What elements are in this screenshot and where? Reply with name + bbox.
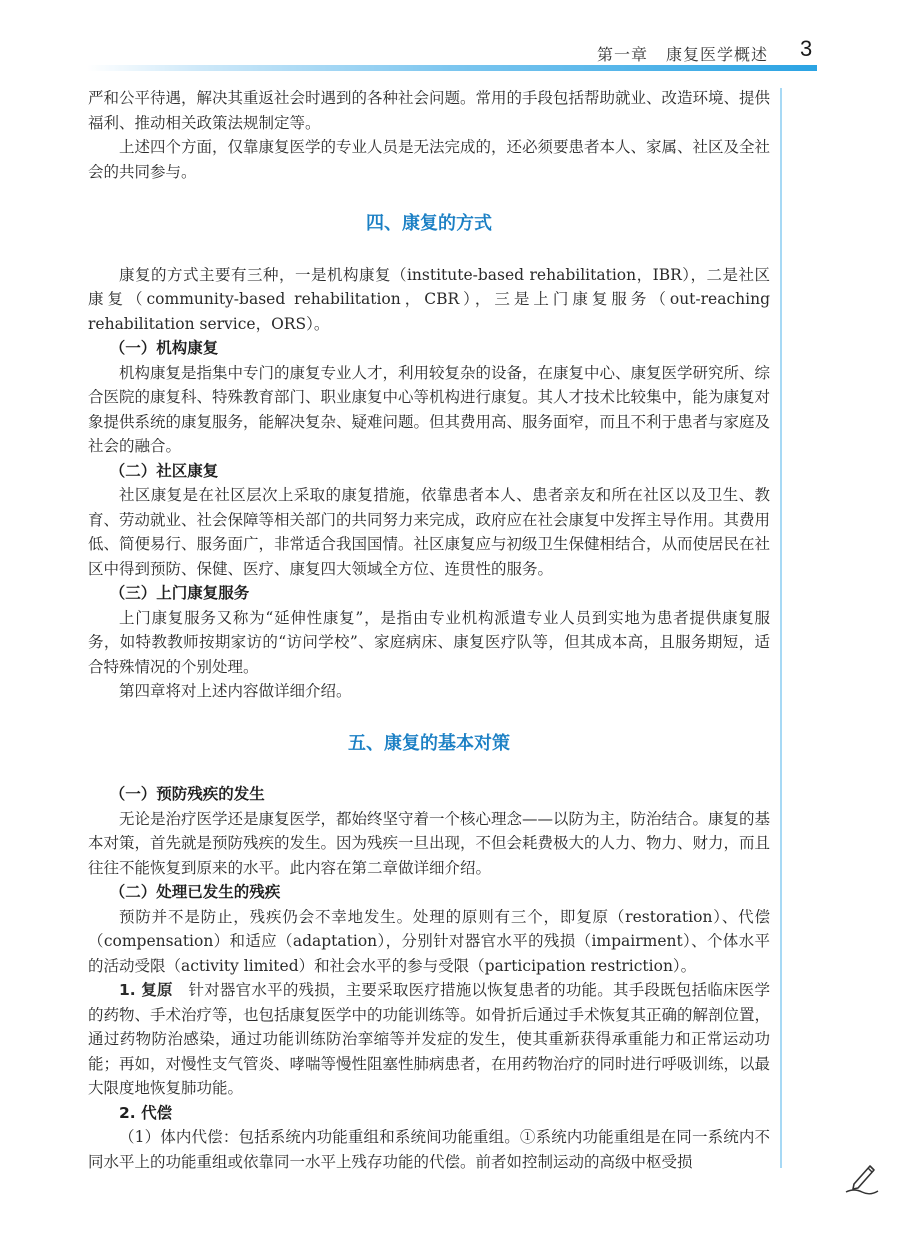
header-rule [87,65,817,71]
margin-rule [780,88,782,1168]
paragraph: 上门康复服务又称为“延伸性康复”，是指由专业机构派遣专业人员到实地为患者提供康复服务，如特教教师按期家访的“访问学校”、家庭病床、康复医疗队等，但其成本高，且服务期短，适合特殊情况的个别处理。 [88,608,770,676]
chapter-title: 康复医学概述 [665,45,768,64]
page-number: 3 [800,36,813,61]
paragraph: 严和公平待遇，解决其重返社会时遇到的各种社会问题。常用的手段包括帮助就业、改造环境、提供福利、推动相关政策法规制定等。 [88,89,771,132]
paragraph [88,978,770,1101]
section-heading: 五、康复的基本对策 [348,732,510,754]
page-body [88,86,770,1174]
chapter-label: 第一章 [596,45,648,64]
subsection-heading: （二）社区康复 [109,461,219,480]
subsection-heading: （三）上门康复服务 [109,584,250,602]
paragraph: 社区康复是在社区层次上采取的康复措施，依靠患者本人、患者亲友和所在社区以及卫生、教育、劳动就业、社会保障等相关部门的共同努力来完成，政府应在社会康复中发挥主导作用。其费用低、简便易行、服务面广，非常适合我国国情。社区康复应与初级卫生保健相结合，从而使居民在社区中得到预防、保健、医疗、康复四大领域全方位、连贯性的服务。 [88,486,771,578]
subsection-heading: （二）处理已发生的残疾 [109,883,281,901]
paragraph: 机构康复是指集中专门的康复专业人才，利用较复杂的设备，在康复中心、康复医学研究所、综合医院的康复科、特殊教育部门、职业康复中心等机构进行康复。其人才技术比较集中，能为康复对象提供系统的康复服务，能解决复杂、疑难问题。但其费用高、服务面窄，而且不利于患者与家庭及社会的融合。 [88,363,771,455]
item-lead: 1. 复原 [119,981,173,999]
paragraph: 预防并不是防止，残疾仍会不幸地发生。处理的原则有三个，即复原（restoration）、代偿（compensation）和适应（adaptation），分别针对器官水平的残损（impairment）、个体水平的活动受限（activity limited）和社会水平的参与受限（participation restriction）。 [88,907,770,975]
paragraph: 无论是治疗医学还是康复医学，都始终坚守着一个核心理念——以防为主，防治结合。康复的基本对策，首先就是预防残疾的发生。因为残疾一旦出现，不但会耗费极大的人力、物力、财力，而且往往不能恢复到原来的水平。此内容在第二章做详细介绍。 [88,809,771,877]
paragraph: 上述四个方面，仅靠康复医学的专业人员是无法完成的，还必须要患者本人、家属、社区及全社会的共同参与。 [88,138,771,181]
paragraph: 康复的方式主要有三种，一是机构康复（institute-based rehabilitation，IBR），二是社区康复（community-based rehabilitation，CBR），三是上门康复服务（out-reaching rehabilitation service，ORS）。 [88,265,770,333]
page-header [0,0,900,80]
item-heading: 2. 代偿 [119,1103,173,1122]
paragraph: （1）体内代偿：包括系统内功能重组和系统间功能重组。①系统内功能重组是在同一系统内不同水平上的功能重组或依靠同一水平上残存功能的代偿。前者如控制运动的高级中枢受损 [88,1128,770,1171]
pen-icon [842,1160,882,1196]
subsection-heading: （一）机构康复 [109,339,219,357]
item-text: 针对器官水平的残损，主要采取医疗措施以恢复患者的功能。其手段既包括临床医学的药物、手术治疗等，也包括康复医学中的功能训练等。如骨折后通过手术恢复其正确的解剖位置，通过药物防治感染，通过功能训练防治挛缩等并发症的发生，使其重新获得承重能力和正常运动功能；再如，对慢性支气管炎、哮喘等慢性阻塞性肺病患者，在用药物治疗的同时进行呼吸训练，以最大限度地恢复肺功能。 [88,981,771,1097]
paragraph: 第四章将对上述内容做详细介绍。 [119,682,352,700]
running-head [597,42,768,65]
subsection-heading: （一）预防残疾的发生 [109,785,265,803]
section-heading: 四、康复的方式 [366,213,492,234]
